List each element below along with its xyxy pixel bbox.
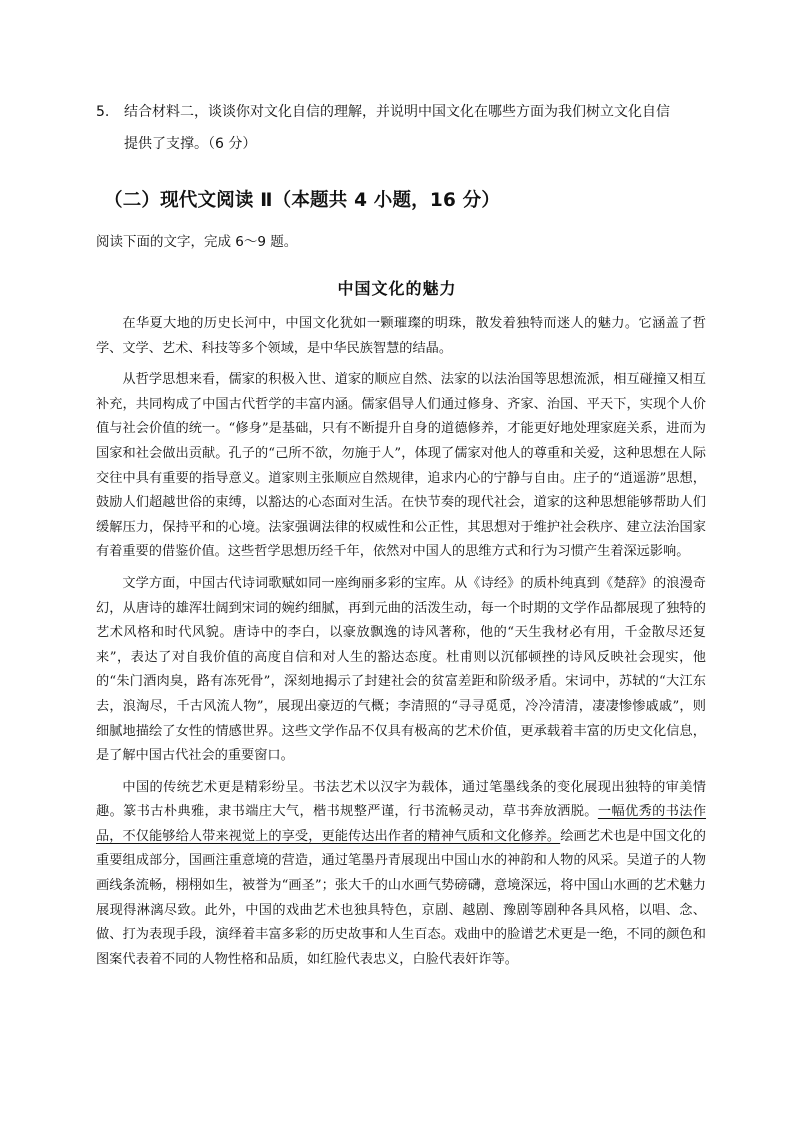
- question-number: 5.: [96, 104, 110, 120]
- paragraph-1: 在华夏大地的历史长河中，中国文化犹如一颗璀璨的明珠，散发着独特而迷人的魅力。它涵盖了哲学、文学、艺术、科技等多个领域，是中华民族智慧的结晶。: [96, 316, 706, 356]
- question-5-continuation: 提供了支撑。（6 分）: [124, 136, 257, 152]
- paragraph-4-part-2: 绘画艺术也是中国文化的重要组成部分，国画注重意境的营造，通过笔墨丹青展现出中国山水的神韵和人物的风采。吴道子的人物画线条流畅，栩栩如生，被誉为“画圣”；张大千的山水画气势磅礴，意境深远，将中国山水画的艺术魅力展现得淋漓尽致。此外，中国的戏曲艺术也独具特色，京剧、越剧、豫剧等剧种各具风格，以唱、念、做、打为表现手段，演绎着丰富多彩的历史故事和人生百态。戏曲中的脸谱艺术更是一绝，不同的颜色和图案代表着不同的人物性格和品质，如红脸代表忠义，白脸代表奸诈等。: [96, 828, 706, 967]
- question-5-line: [96, 96, 716, 128]
- paragraph-3: 文学方面，中国古代诗词歌赋如同一座绚丽多彩的宝库。从《诗经》的质朴纯真到《楚辞》的浪漫奇幻，从唐诗的雄浑壮阔到宋词的婉约细腻，再到元曲的活泼生动，每一个时期的文学作品都展现了独特的艺术风格和时代风貌。唐诗中的李白，以豪放飘逸的诗风著称，他的“天生我材必有用，千金散尽还复来”，表达了对自我价值的高度自信和对人生的豁达态度。杜甫则以沉郁顿挫的诗风反映社会现实，他的“朱门酒肉臭，路有冻死骨”，深刻地揭示了封建社会的贫富差距和阶级矛盾。宋词中，苏轼的“大江东去，浪淘尽，千古风流人物”，展现出豪迈的气概；李清照的“寻寻觅觅，冷冷清清，凄凄惨惨戚戚”，则细腻地描绘了女性的情感世界。这些文学作品不仅具有极高的艺术价值，更承载着丰富的历史文化信息，是了解中国古代社会的重要窗口。: [96, 575, 706, 764]
- question-5-text: 结合材料二，谈谈你对文化自信的理解，并说明中国文化在哪些方面为我们树立文化自信: [124, 104, 670, 120]
- paragraph-4: [96, 776, 706, 973]
- underlined-sentence: 一幅优秀的书法作品，不仅能够给人带来视觉上的享受，更能传达出作者的精神气质和文化修养。: [96, 804, 707, 844]
- paragraph-4-part-1: 中国的传统艺术更是精彩纷呈。书法艺术以汉字为载体，通过笔墨线条的变化展现出独特的审美情趣。篆书古朴典雅，隶书端庄大气，楷书规整严谨，行书流畅灵动，草书奔放洒脱。: [96, 779, 706, 820]
- section-title: （二）现代文阅读 Ⅱ（本题共 4 小题，16 分）: [104, 190, 501, 211]
- article-title: 中国文化的魅力: [337, 279, 457, 298]
- section-instruction: 阅读下面的文字，完成 6～9 题。: [96, 234, 298, 250]
- question-5: [96, 96, 716, 160]
- paragraph-2: 从哲学思想来看，儒家的积极入世、道家的顺应自然、法家的以法治国等思想流派，相互碰撞又相互补充，共同构成了中国古代哲学的丰富内涵。儒家倡导人们通过修身、齐家、治国、平天下，实现个人价值与社会价值的统一。“修身”是基础，只有不断提升自身的道德修养，才能更好地处理家庭关系，进而为国家和社会做出贡献。孔子的“己所不欲，勿施于人”，体现了儒家对他人的尊重和关爱，这种思想在人际交往中具有重要的指导意义。道家则主张顺应自然规律，追求内心的宁静与自由。庄子的“逍遥游”思想，鼓励人们超越世俗的束缚，以豁达的心态面对生活。在快节奏的现代社会，道家的这种思想能够帮助人们缓解压力，保持平和的心境。法家强调法律的权威性和公正性，其思想对于维护社会秩序、建立法治国家有着重要的借鉴价值。这些哲学思想历经千年，依然对中国人的思维方式和行为习惯产生着深远影响。: [96, 372, 706, 560]
- article-body: [96, 312, 706, 972]
